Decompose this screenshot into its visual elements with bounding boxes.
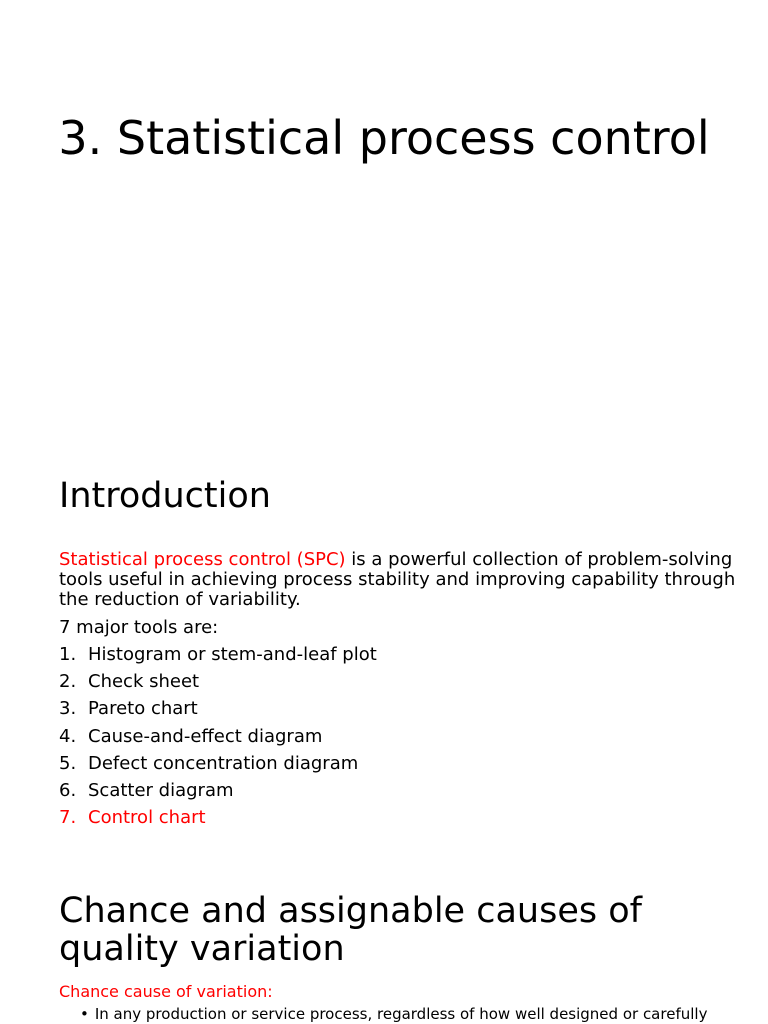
chance-cause-subheading: Chance cause of variation: [59, 982, 273, 1001]
spc-term: Statistical process control (SPC) [59, 549, 346, 570]
list-number: 2. [59, 671, 77, 693]
causes-heading-line1: Chance and assignable causes of [59, 891, 642, 931]
list-number: 7. [59, 807, 77, 829]
tools-list [59, 643, 377, 833]
slide-title-text: 3. Statistical process control [58, 111, 710, 165]
list-item-highlighted [59, 806, 377, 833]
causes-heading-line2: quality variation [59, 929, 345, 969]
list-item [59, 725, 377, 752]
list-number: 5. [59, 752, 77, 774]
list-item-label: Scatter diagram [88, 779, 234, 801]
list-item-label: Control chart [88, 807, 206, 829]
list-number: 4. [59, 725, 77, 747]
spc-definition [59, 550, 739, 610]
list-item [59, 670, 377, 697]
list-number: 1. [59, 644, 77, 665]
bullet-icon: • [80, 1005, 89, 1023]
spc-definition-rest: is a powerful collection of problem-solving tools useful in achieving process stability and improving capability through the reduction of variability. [59, 549, 736, 610]
list-number: 3. [59, 698, 77, 720]
list-number: 6. [59, 779, 77, 801]
list-item [59, 752, 377, 779]
list-item-label: Check sheet [88, 671, 200, 693]
slide-title [0, 112, 768, 164]
list-item [59, 643, 377, 670]
bullet-text: In any production or service process, regardless of how well designed or carefully [94, 1005, 708, 1023]
list-item-label: Defect concentration diagram [88, 752, 359, 774]
causes-heading [59, 892, 642, 968]
list-item-label: Cause-and-effect diagram [88, 725, 323, 747]
list-item [59, 697, 377, 724]
list-item-label: Pareto chart [88, 698, 198, 720]
introduction-heading: Introduction [59, 476, 271, 516]
list-item [59, 779, 377, 806]
bullet-item [80, 1005, 720, 1023]
list-item-label: Histogram or stem-and-leaf plot [88, 644, 377, 665]
tools-lead: 7 major tools are: [59, 617, 219, 638]
